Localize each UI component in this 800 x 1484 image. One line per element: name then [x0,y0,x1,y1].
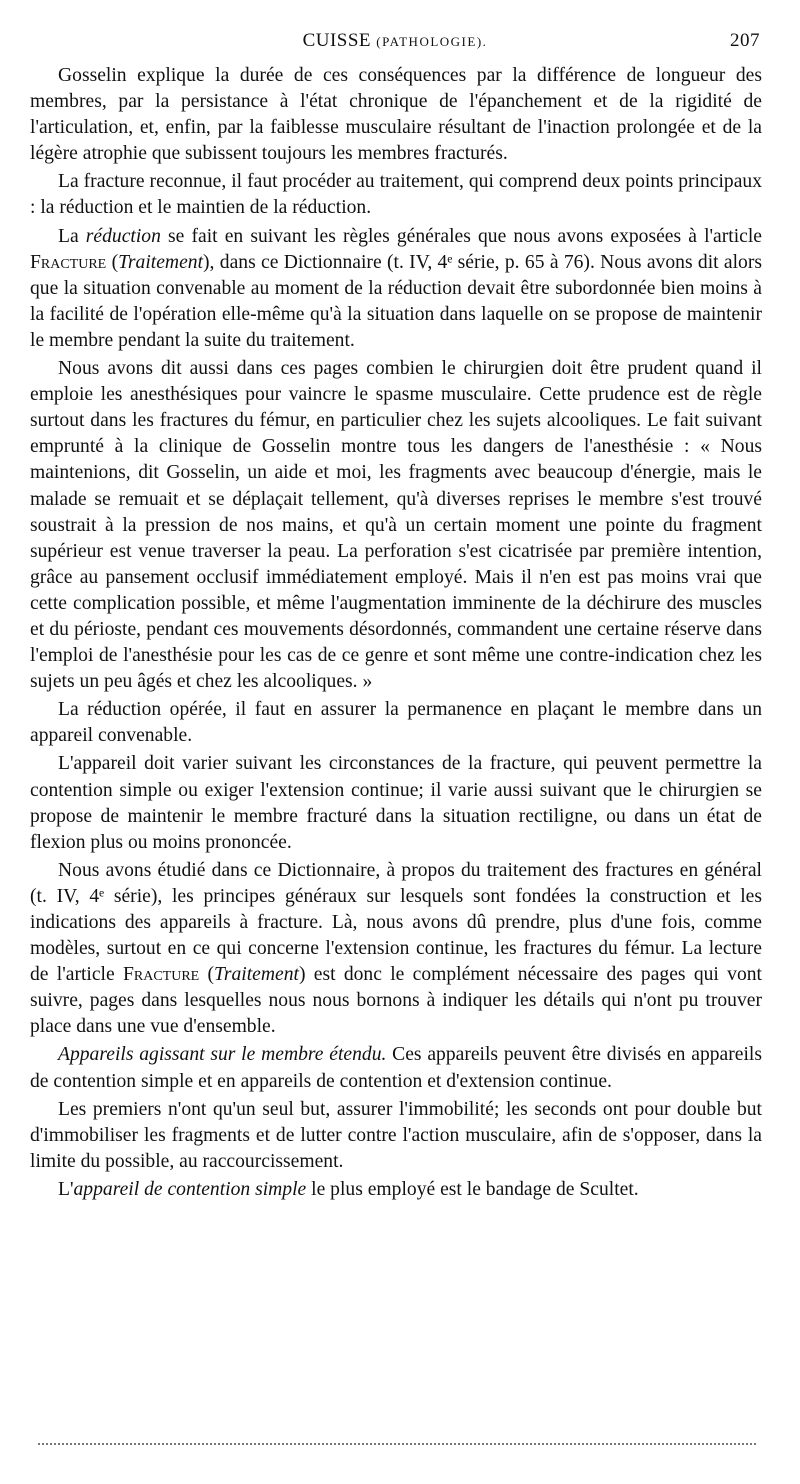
text-run: L' [58,1178,74,1200]
text-run: le plus employé est le bandage de Scultet. [306,1178,639,1200]
text-run: Nous avons étudié dans ce Dictionnaire, à propos du traitement des fractures en général (t. IV, 4ᵉ série), les principes généraux sur lesquels sont fondées la construction et les indications des appareils à fracture. Là, nous avons dû prendre, plus d'une fois, comme modèles, surtout en ce qui concerne l'extension continue, les fractures du fémur. La lecture de l'article [30,859,762,986]
paragraph-1: Gosselin explique la durée de ces conséquences par la différence de longueur des membres, par la persistance à l'état chronique de l'épanchement et de la rigidité de l'articulation, et, enfin, par la faiblesse musculaire résultant de l'inaction prolongée et de la légère atrophie que subissent toujours les membres fracturés. [30,65,762,165]
section-heading: Appareils agissant sur le membre étendu. [58,1044,387,1066]
text-run: se fait en suivant les règles générales que nous avons exposées à l'article [160,225,762,247]
paragraph-4: Nous avons dit aussi dans ces pages combien le chirurgien doit être prudent quand il emploie les anesthésiques pour vaincre le spasme musculaire. Cette prudence est de règle surtout dans les fractures du fémur, en particulier chez les sujets alcooliques. Le fait suivant emprunté à la clinique de Gosselin montre tous les dangers de l'anesthésie : « Nous maintenions, dit Gosselin, un aide et moi, les fragments avec beaucoup d'énergie, mais le malade se remuait et se déplaçait tellement, qu'à diverses reprises le membre s'est trouvé soustrait à la pression de nos mains, et qu'à un certain moment une pointe du fragment supérieur est venue traverser la peau. La perforation s'est cicatrisée par première intention, grâce au pansement occlusif immédiatement employé. Mais il n'en est pas moins vrai que cette complication possible, et même l'augmentation imminente de la déchirure des muscles et du périoste, pendant ces mouvements désordonnés, commandent une certaine réserve dans l'emploi de l'anesthésie pour les cas de ce genre et sont même une contre-indication chez les sujets un peu âgés et chez les alcooliques. » [30,358,762,693]
bottom-dotted-rule [38,1443,756,1445]
text-run: ) est donc le complément nécessaire des pages qui vont suivre, pages dans lesquelles nous nous bornons à indiquer les détails qui n'ont pu trouver place dans une vue d'ensemble. [30,964,762,1038]
text-run: ( [106,251,119,273]
running-title-sub: (PATHOLOGIE). [376,34,488,49]
article-reference: Fracture [30,251,107,273]
paragraph-8 [30,1042,762,1094]
running-header [30,30,760,56]
text-run: La [58,225,86,247]
paragraph-2: La fracture reconnue, il faut procéder au traitement, qui comprend deux points principaux : la réduction et le maintien de la réduction. [30,171,762,219]
text-run: ( [199,964,215,986]
paragraph-10 [30,1177,762,1203]
body-text [30,63,762,1203]
italic-term: Traitement [118,251,204,273]
italic-term: réduction [85,225,161,247]
paragraph-6: L'appareil doit varier suivant les circonstances de la fracture, qui peuvent permettre la contention simple ou exiger l'extension continue; il varie aussi suivant que le chirurgien se propose de maintenir le membre fracturé dans la situation rectiligne, ou dans un état de flexion plus ou moins prononcée. [30,753,762,853]
page-number: 207 [730,30,760,51]
text-run: ), dans ce Dictionnaire (t. IV, 4ᵉ série, p. 65 à 76). Nous avons dit alors que la situation convenable au moment de la réduction devait être subordonnée bien moins à la facilité de l'opération elle-même qu'à la situation dans laquelle on se propose de maintenir le membre pendant la suite du traitement. [30,251,762,351]
article-reference: Fracture [122,964,200,986]
paragraph-3 [30,224,762,354]
italic-term: Traitement [214,964,299,986]
paragraph-5: La réduction opérée, il faut en assurer la permanence en plaçant le membre dans un appareil convenable. [30,699,762,747]
running-title [30,30,760,52]
italic-term: appareil de contention simple [73,1178,307,1200]
running-title-main: CUISSE [302,30,372,51]
paragraph-9: Les premiers n'ont qu'un seul but, assurer l'immobilité; les seconds ont pour double but d'immobiliser les fragments et de lutter contre l'action musculaire, afin de s'opposer, dans la limite du possible, au raccourcissement. [30,1098,762,1172]
paragraph-7 [30,858,762,1041]
text-run: Ces appareils peuvent être divisés en appareils de contention simple et en appareils de contention et d'extension continue. [30,1044,762,1092]
